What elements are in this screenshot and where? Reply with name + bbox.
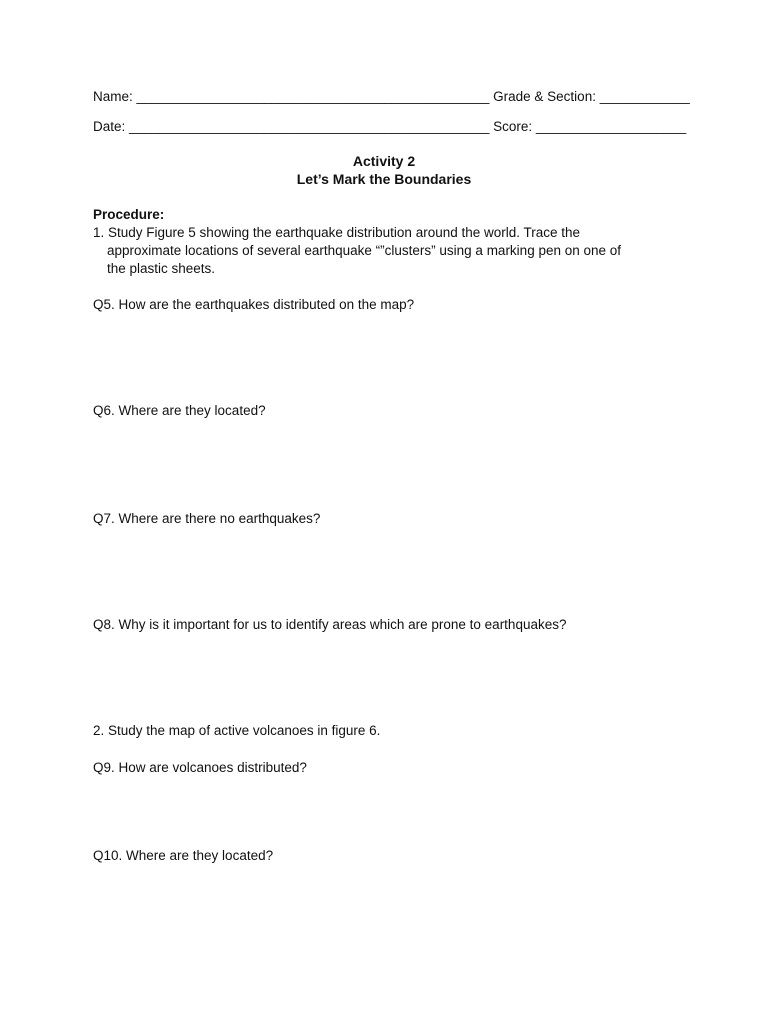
- procedure-step-1-line-2: approximate locations of several earthquake “”clusters” using a marking pen on one of: [107, 243, 622, 258]
- question-q9: Q9. How are volcanoes distributed?: [93, 760, 307, 775]
- question-q8: Q8. Why is it important for us to identify areas which are prone to earthquakes?: [93, 617, 567, 632]
- activity-title: Activity 2: [352, 153, 416, 169]
- name-grade-line: Name: _______________________________________________ Grade & Section: ____________: [93, 89, 690, 104]
- activity-subtitle: Let’s Mark the Boundaries: [296, 171, 472, 187]
- procedure-step-1-line-3: the plastic sheets.: [107, 261, 216, 276]
- procedure-step-2: 2. Study the map of active volcanoes in figure 6.: [93, 723, 381, 738]
- question-q7: Q7. Where are there no earthquakes?: [93, 511, 321, 526]
- question-q5: Q5. How are the earthquakes distributed on the map?: [93, 297, 415, 312]
- procedure-heading: Procedure:: [93, 207, 165, 222]
- question-q10: Q10. Where are they located?: [93, 848, 274, 863]
- question-q6: Q6. Where are they located?: [93, 403, 266, 418]
- procedure-step-1-line-1: 1. Study Figure 5 showing the earthquake distribution around the world. Trace the: [93, 225, 581, 240]
- date-score-line: Date: ________________________________________________ Score: ____________________: [93, 119, 687, 134]
